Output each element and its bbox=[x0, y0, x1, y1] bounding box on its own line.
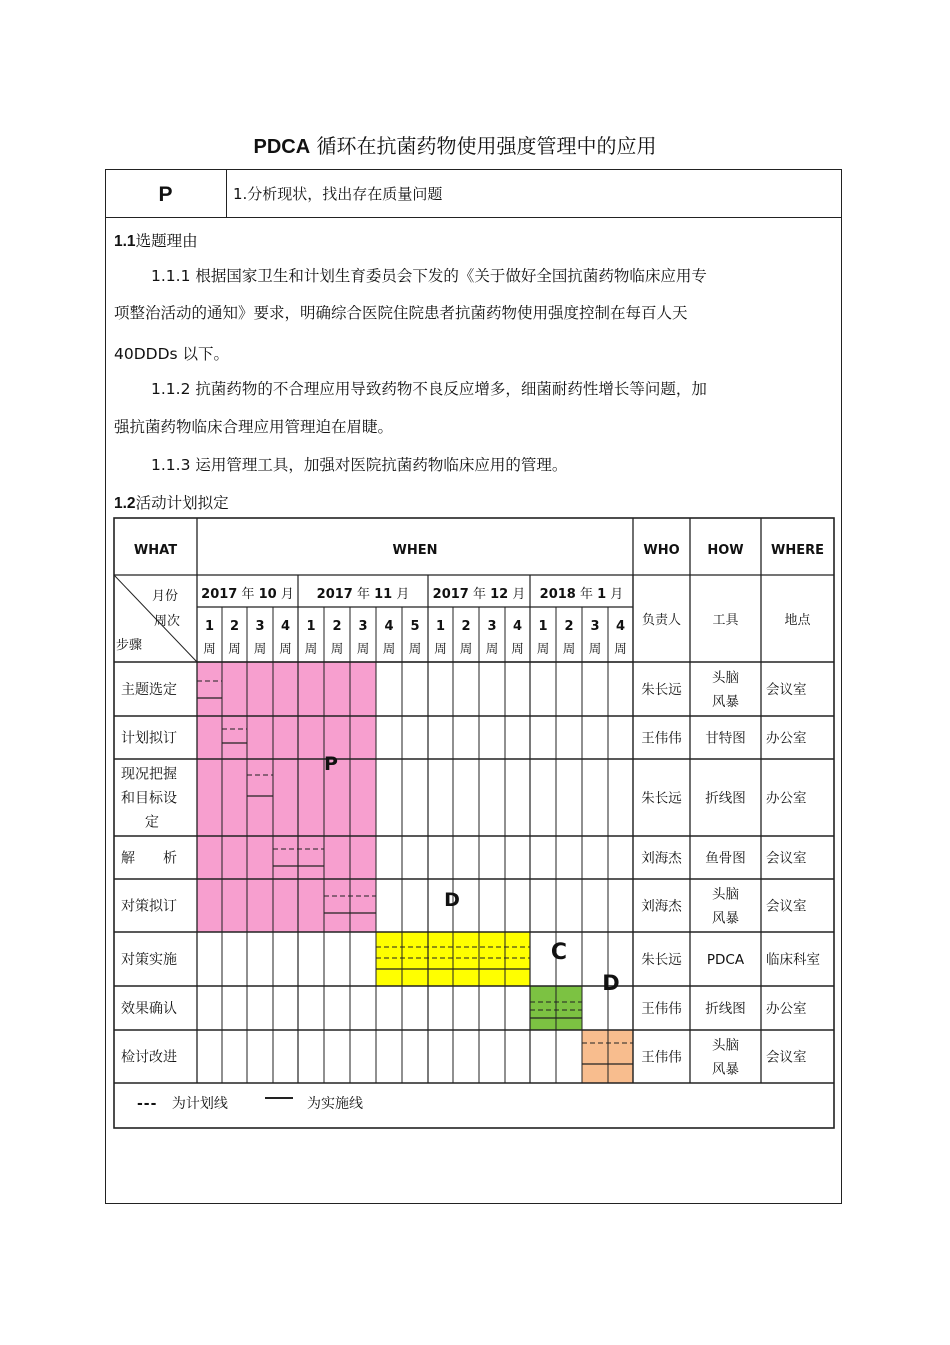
row-where: 会议室 bbox=[766, 1049, 807, 1066]
phase-letter: P bbox=[158, 183, 173, 206]
section-number: 1.1 bbox=[114, 233, 136, 250]
legend-actual-line bbox=[265, 1097, 293, 1099]
where-header: WHERE bbox=[771, 543, 824, 558]
row-step-label: 对策拟订 bbox=[121, 898, 177, 915]
row-step-label: 解 析 bbox=[121, 850, 177, 867]
paragraph-line: 1.1.1 根据国家卫生和计划生育委员会下发的《关于做好全国抗菌药物临床应用专 bbox=[151, 267, 707, 285]
what-header: WHAT bbox=[133, 543, 178, 558]
week-number: 2 bbox=[332, 619, 342, 634]
corner-step: 步骤 bbox=[116, 638, 143, 653]
week-char: 周 bbox=[356, 641, 370, 656]
section-number: 1.2 bbox=[114, 495, 136, 512]
week-number: 4 bbox=[615, 619, 626, 634]
row-who: 王伟伟 bbox=[641, 730, 682, 747]
paragraph-line: 项整治活动的通知》要求，明确综合医院住院患者抗菌药物使用强度控制在每百人天 bbox=[114, 304, 688, 322]
row-step-label: 和目标设 bbox=[121, 790, 177, 807]
row-who: 朱长远 bbox=[641, 952, 682, 968]
week-char: 周 bbox=[485, 641, 499, 656]
title-text: 循环在抗菌药物使用强度管理中的应用 bbox=[316, 134, 657, 158]
row-where: 临床科室 bbox=[766, 952, 820, 968]
row-how: 风暴 bbox=[712, 910, 739, 927]
legend-actual-text: 为实施线 bbox=[307, 1096, 363, 1112]
row-who: 王伟伟 bbox=[641, 1049, 682, 1066]
week-char: 周 bbox=[536, 641, 550, 656]
week-char: 周 bbox=[253, 641, 267, 656]
paragraph-line: 强抗菌药物临床合理应用管理迫在眉睫。 bbox=[114, 418, 394, 436]
week-number: 1 bbox=[204, 619, 215, 634]
week-char: 周 bbox=[434, 641, 447, 656]
week-number: 4 bbox=[384, 619, 394, 634]
row-how: 鱼骨图 bbox=[705, 850, 746, 867]
row-who: 朱长远 bbox=[641, 682, 682, 698]
week-char: 周 bbox=[614, 641, 627, 656]
phase-label-p: P bbox=[324, 753, 338, 775]
row-who: 刘海杰 bbox=[641, 850, 682, 867]
week-number: 2 bbox=[564, 619, 574, 634]
row-where: 会议室 bbox=[766, 682, 807, 698]
row-where: 办公室 bbox=[766, 790, 807, 807]
phase-label-c: C bbox=[550, 940, 568, 965]
week-number: 2 bbox=[229, 619, 240, 634]
row-where: 办公室 bbox=[766, 730, 807, 747]
row-how: PDCA bbox=[706, 952, 745, 968]
row-how: 折线图 bbox=[705, 790, 746, 807]
paragraph-line: 1.1.2 抗菌药物的不合理应用导致药物不良反应增多，细菌耐药性增长等问题，加 bbox=[151, 380, 707, 398]
legend-plan-text: 为计划线 bbox=[171, 1096, 228, 1112]
week-number: 3 bbox=[358, 619, 368, 634]
who-subheader: 负责人 bbox=[641, 613, 682, 628]
week-char: 周 bbox=[408, 641, 422, 656]
row-step-label: 效果确认 bbox=[121, 1001, 177, 1017]
row-where: 会议室 bbox=[766, 898, 807, 915]
week-number: 1 bbox=[435, 619, 446, 634]
week-number: 3 bbox=[255, 619, 265, 634]
month-label: 2018 年 1 月 bbox=[539, 587, 624, 602]
week-number: 5 bbox=[410, 619, 420, 634]
week-number: 1 bbox=[538, 619, 548, 634]
phase-heading: 1.分析现状，找出存在质量问题 bbox=[233, 185, 443, 203]
week-char: 周 bbox=[228, 641, 241, 656]
week-number: 2 bbox=[461, 619, 471, 634]
month-label: 2017 年 11 月 bbox=[316, 587, 410, 602]
row-how: 风暴 bbox=[712, 1061, 739, 1078]
row-step-label: 定 bbox=[145, 814, 159, 831]
week-char: 周 bbox=[304, 641, 318, 656]
month-label: 2017 年 10 月 bbox=[201, 587, 294, 602]
row-how: 风暴 bbox=[712, 694, 739, 710]
how-header: HOW bbox=[707, 543, 744, 558]
row-step-label: 计划拟订 bbox=[121, 730, 177, 747]
where-subheader: 地点 bbox=[784, 613, 811, 628]
paragraph-line: 1.1.3 运用管理工具，加强对医院抗菌药物临床应用的管理。 bbox=[151, 456, 568, 474]
week-number: 1 bbox=[306, 619, 316, 634]
week-char: 周 bbox=[203, 641, 216, 656]
week-char: 周 bbox=[330, 641, 344, 656]
week-number: 4 bbox=[280, 619, 291, 634]
phase-label-d2: D bbox=[602, 971, 620, 995]
row-who: 王伟伟 bbox=[641, 1001, 682, 1017]
row-who: 刘海杰 bbox=[641, 898, 682, 915]
legend-plan-symbol: --- bbox=[137, 1096, 158, 1112]
week-char: 周 bbox=[279, 641, 292, 656]
row-how: 头脑 bbox=[712, 1037, 739, 1054]
row-step-label: 对策实施 bbox=[121, 952, 177, 968]
row-how: 折线图 bbox=[705, 1001, 746, 1017]
row-how: 头脑 bbox=[712, 886, 739, 903]
week-char: 周 bbox=[382, 641, 396, 656]
section-title: 选题理由 bbox=[135, 232, 198, 250]
legend-plan bbox=[137, 1093, 228, 1113]
row-step-label: 检讨改进 bbox=[121, 1049, 177, 1066]
when-header: WHEN bbox=[392, 543, 438, 558]
week-char: 周 bbox=[459, 641, 473, 656]
corner-week: 周次 bbox=[153, 614, 181, 629]
week-number: 3 bbox=[487, 619, 497, 634]
paragraph-line: 40DDDs 以下。 bbox=[114, 345, 230, 363]
week-char: 周 bbox=[588, 641, 602, 656]
row-where: 办公室 bbox=[766, 1001, 807, 1017]
week-char: 周 bbox=[511, 641, 524, 656]
week-number: 4 bbox=[512, 619, 523, 634]
row-step-label: 现况把握 bbox=[121, 766, 177, 783]
row-who: 朱长远 bbox=[641, 790, 682, 807]
row-where: 会议室 bbox=[766, 850, 807, 867]
how-subheader: 工具 bbox=[712, 613, 739, 628]
row-how: 甘特图 bbox=[705, 730, 746, 747]
row-step-label: 主题选定 bbox=[121, 682, 177, 698]
row-how: 头脑 bbox=[712, 670, 739, 686]
phase-block bbox=[197, 662, 376, 932]
week-number: 3 bbox=[590, 619, 600, 634]
phase-label-d: D bbox=[444, 889, 460, 911]
section-title: 活动计划拟定 bbox=[135, 494, 229, 512]
title-bold: PDCA bbox=[253, 136, 311, 158]
corner-month: 月份 bbox=[151, 589, 179, 604]
week-char: 周 bbox=[562, 641, 576, 656]
month-label: 2017 年 12 月 bbox=[432, 587, 526, 602]
who-header: WHO bbox=[643, 543, 680, 558]
